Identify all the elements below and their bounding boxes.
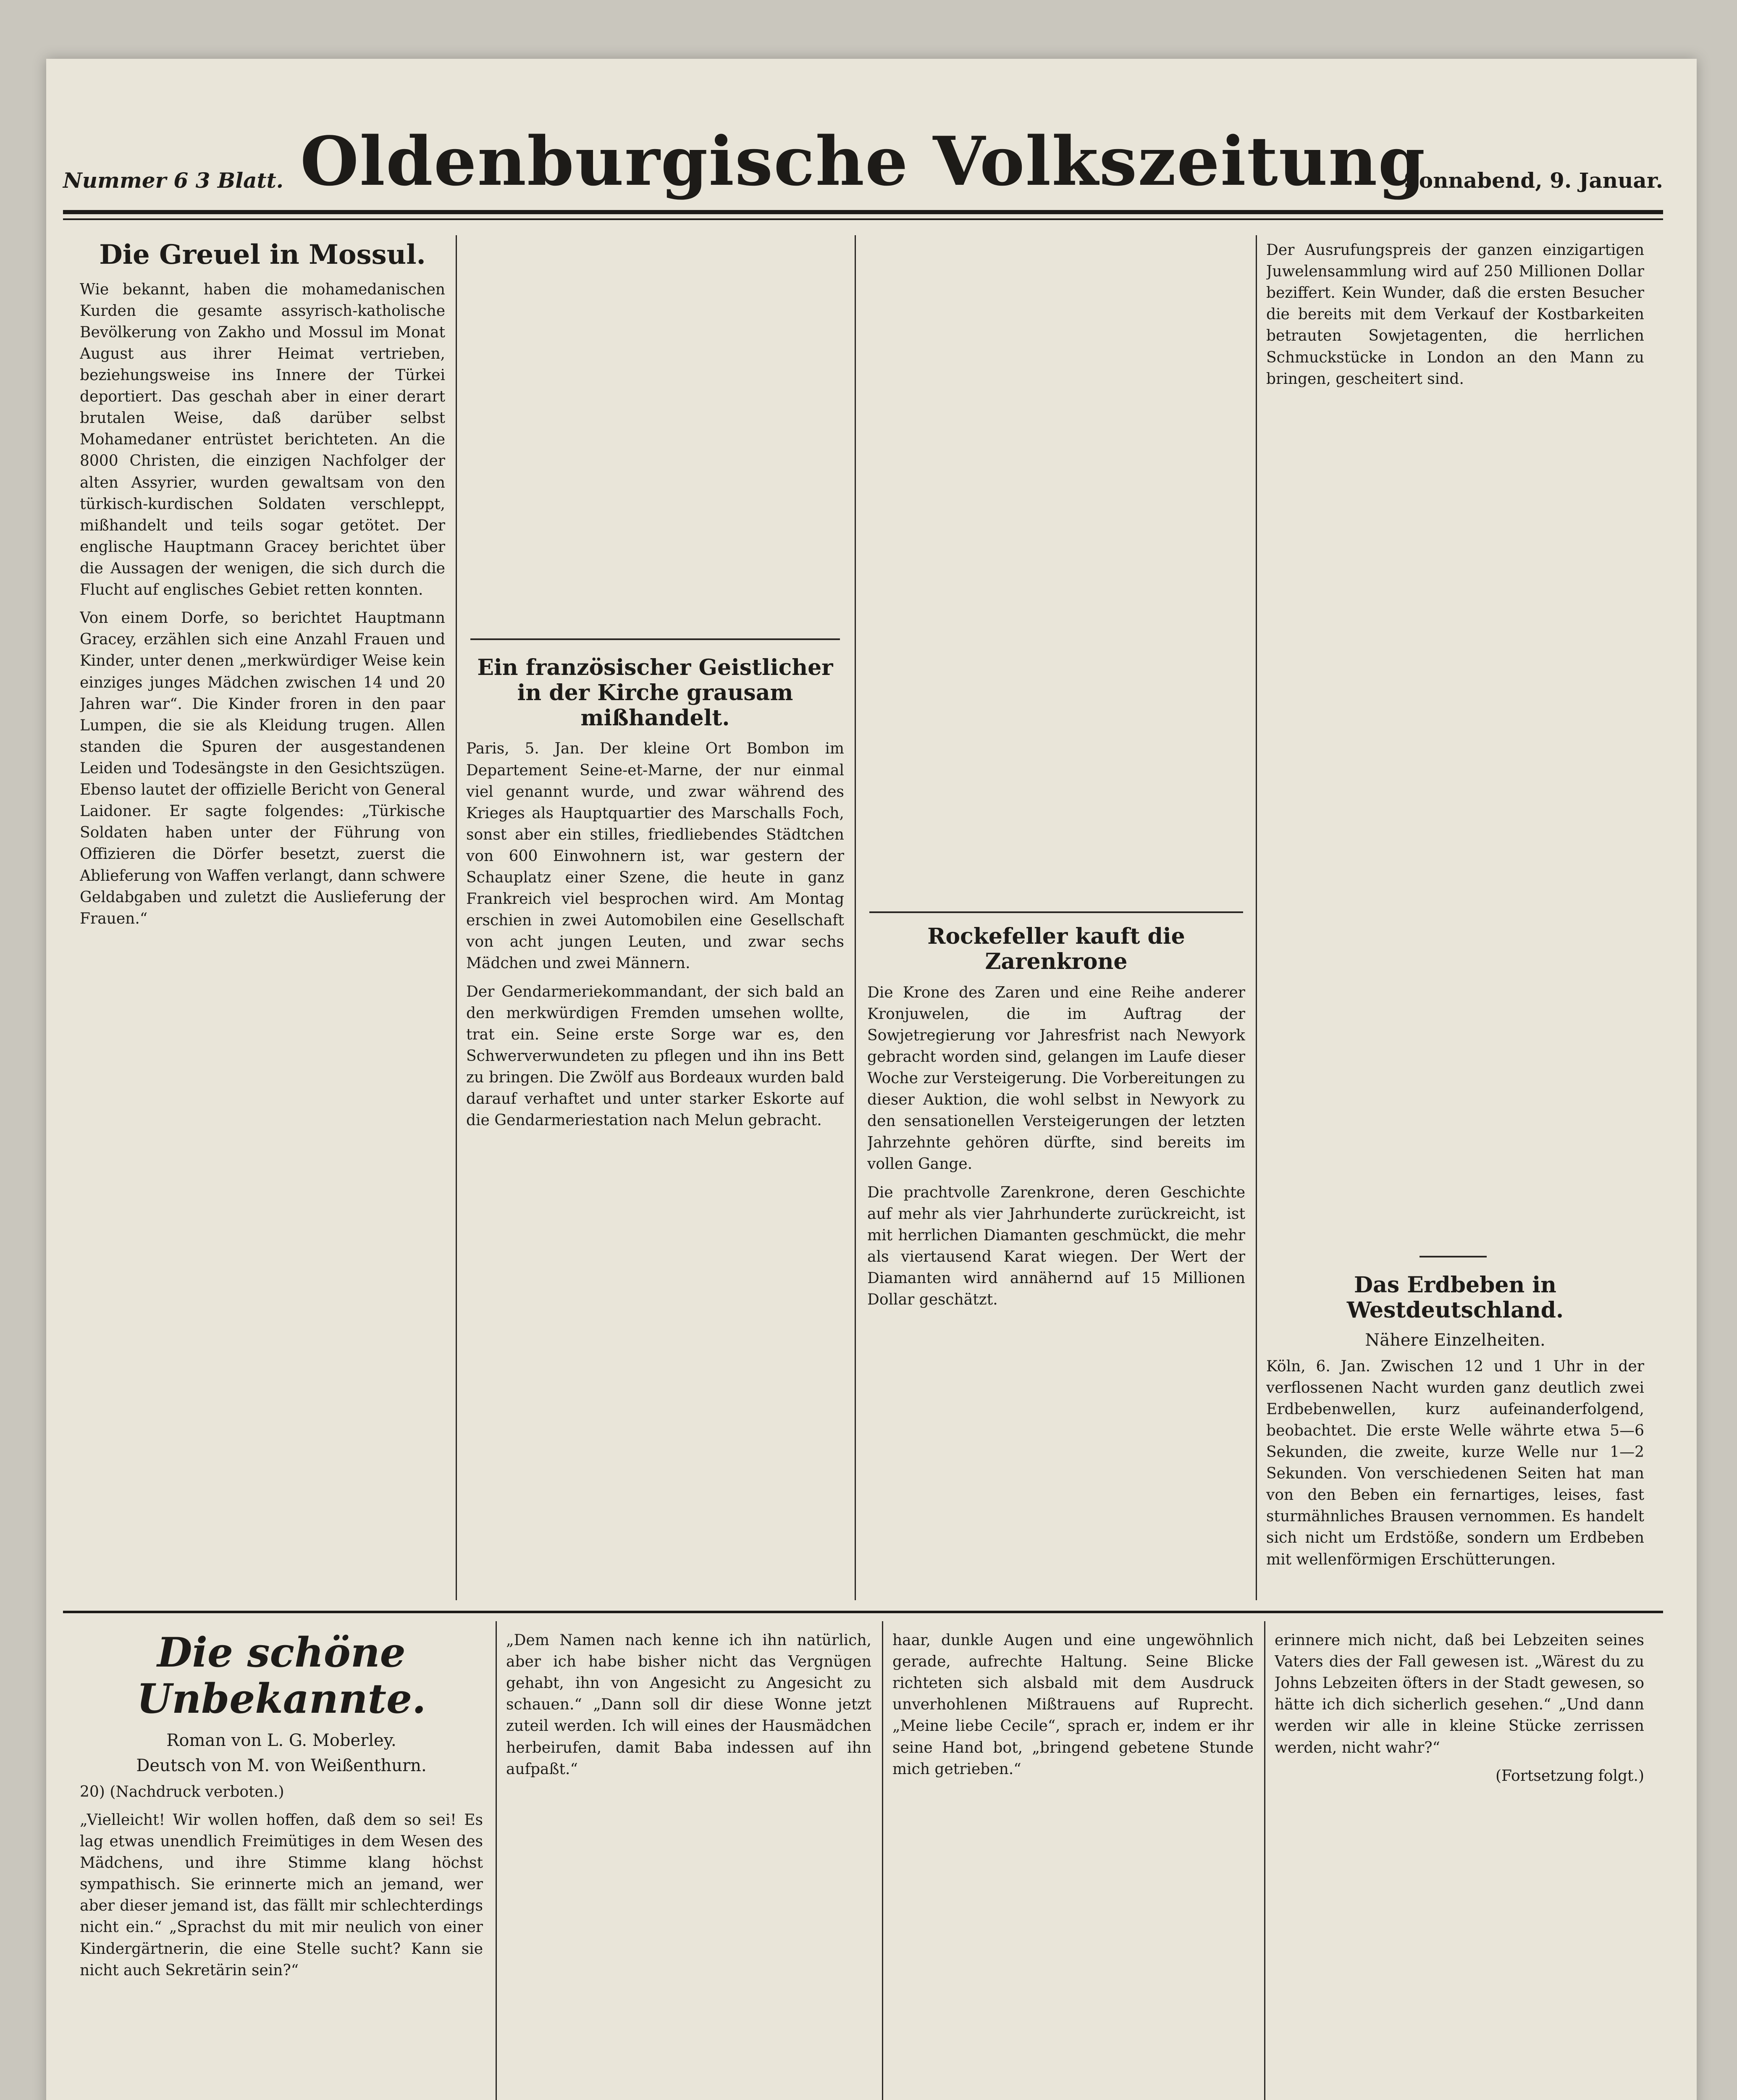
article-title: Die Greuel in Mossul. (99, 239, 426, 270)
serial-paragraph: „Dem Namen nach kenne ich ihn natürlich, aber ich habe bisher nicht das Vergnügen gehabt, ihn von Angesicht zu Angesicht zu schauen.“ „Dann soll dir diese Wonne jetzt zuteil werden. Ich will eines der Hausmädchen herbeirufen, damit Baba indessen auf ihn aufpaßt.“ (506, 1632, 871, 1778)
serial-col-3 (892, 1630, 1254, 2100)
masthead-rule-thin (63, 218, 1663, 220)
article-rockefeller-cont (1266, 239, 1644, 1247)
article-greuel (80, 239, 445, 1600)
serial-byline: Roman von L. G. Moberley. (166, 1730, 396, 1750)
article-paragraph: Köln, 6. Jan. Zwischen 12 und 1 Uhr in der verflossenen Nacht wurden ganz deutlich zwei Erdbebenwellen, kurz aufeinanderfolgend, beobachtet. Die erste Welle währte etwa 5—6 Sekunden, die zweite, kurze Welle nur 1—2 Sekunden. Von verschiedenen Seiten hat man von den Beben ein fernartiges, leises, fast sturmähnliches Brausen vernommen. Es handelt sich nicht um Erdstöße, sondern um Erdbeben mit wellenförmigen Erschütterungen. (1266, 1357, 1644, 1568)
article-paragraph: Paris, 5. Jan. Der kleine Ort Bombon im Departement Seine-et-Marne, der nur einmal viel genannt wurde, und zwar während des Krieges als Hauptquartier des Marschalls Foch, sonst aber ein stilles, friedliebendes Städtchen von 600 Einwohnern ist, war gestern der Schauplatz einer Szene, die heute in ganz Frankreich viel besprochen wird. Am Montag erschien in zwei Automobilen eine Gesellschaft von acht jungen Leuten, und zwar sechs Mädchen und zwei Männern. (466, 740, 844, 972)
serial-col-1 (80, 1630, 483, 2100)
column-divider (496, 1621, 497, 2100)
serial-continued: (Fortsetzung folgt.) (1496, 1767, 1644, 1785)
article-paragraph: Die prachtvolle Zarenkrone, deren Geschichte auf mehr als vier Jahrhunderte zurückreicht, ist mit herrlichen Diamanten geschmückt, die mehr als viertausend Karat wiegen. Der Wert der Diamanten wird annähernd auf 15 Millionen Dollar geschätzt. (867, 1184, 1245, 1309)
serial-translator: Deutsch von M. von Weißenthurn. (136, 1756, 427, 1775)
article-paragraph: Der Gendarmeriekommandant, der sich bald an den merkwürdigen Fremden umsehen wollte, trat ein. Seine erste Sorge war es, den Schwerverwundeten zu pflegen und ihn ins Bett zu bringen. Die Zwölf aus Bordeaux wurden bald darauf verhaftet und unter starker Eskorte auf die Gendarmeriestation nach Melun gebracht. (466, 983, 844, 1129)
serial-col-4 (1275, 1630, 1644, 2100)
column-divider (1264, 1621, 1265, 2100)
article-divider (470, 638, 840, 640)
article-title: Ein französischer Geistlicher in der Kirche grausam mißhandelt. (477, 655, 833, 731)
column-divider (1256, 235, 1257, 1600)
issue-date: Sonnabend, 9. Januar. (1404, 168, 1663, 193)
column-divider (882, 1621, 883, 2100)
article-erdbeben (1266, 1273, 1644, 1600)
article-rockefeller (867, 924, 1245, 1596)
article-paragraph: Von einem Dorfe, so berichtet Hauptmann Gracey, erzählen sich eine Anzahl Frauen und Kinder, unter denen „merkwürdiger Weise kein einziges junges Mädchen zwischen 14 und 20 Jahren war“. Die Kinder froren in den paar Lumpen, die sie als Kleidung trugen. Allen standen die Spuren der ausgestandenen Leiden und Todesängste in den Gesichtszügen. Ebenso lautet der offizielle Bericht von General Laidoner. Er sagte folgendes: „Türkische Soldaten haben unter der Führung von Offizieren die Dörfer besetzt, zuerst die Ablieferung von Waffen verlangt, dann schwere Geldabgaben und zuletzt die Auslieferung der Frauen.“ (80, 609, 445, 927)
article-paragraph: Wie bekannt, haben die mohamedanischen Kurden die gesamte assyrisch-katholische Bevölkerung von Zakho und Mossul im Monat August aus ihrer Heimat vertrieben, beziehungsweise ins Innere der Türkei deportiert. Das geschah aber in einer derart brutalen Weise, daß darüber selbst Mohamedaner entrüstet berichteten. An die 8000 Christen, die einzigen Nachfolger der alten Assyrier, wurden gewaltsam von den türkisch-kurdischen Soldaten verschleppt, mißhandelt und teils sogar getötet. Der englische Hauptmann Gracey berichtet über die Aussagen der wenigen, die sich durch die Flucht auf englisches Gebiet retten konnten. (80, 281, 445, 599)
serial-paragraph: erinnere mich nicht, daß bei Lebzeiten seines Vaters dies der Fall gewesen ist. „Wärest du zu Johns Lebzeiten öfters in der Stadt gewesen, so hätte ich dich sicherlich gesehen.“ „Und dann werden wir alle in kleine Stücke zerrissen werden, nicht wahr?“ (1275, 1632, 1644, 1756)
serial-paragraph: haar, dunkle Augen und eine ungewöhnlich gerade, aufrechte Haltung. Seine Blicke richteten sich alsbald mit dem Ausdruck unverhohlenen Mißtrauens auf Ruprecht. „Meine liebe Cecile“, sprach er, indem er ihr seine Hand bot, „bringend gebetene Stunde mich getrieben.“ (892, 1632, 1254, 1778)
serial-title: Die schöne Unbekannte. (136, 1630, 426, 1723)
article-paragraph: Die Krone des Zaren und eine Reihe anderer Kronjuwelen, die im Auftrag der Sowjetregierung vor Jahresfrist nach Newyork gebracht worden sind, gelangen im Laufe dieser Woche zur Versteigerung. Die Vorbereitungen zu dieser Auktion, die wohl selbst in Newyork zu den sensationellen Versteigerungen der letzten Jahrzehnte gehören dürfte, sind bereits im vollen Gange. (867, 984, 1245, 1173)
article-geistlicher (466, 655, 844, 1600)
article-title: Rockefeller kauft die Zarenkrone (927, 924, 1185, 974)
serial-col-2 (506, 1630, 871, 2100)
serial-chapter (80, 1781, 483, 1803)
article-divider (869, 911, 1243, 913)
issue-number: Nummer 6 3 Blatt. (63, 168, 284, 193)
article-paragraph: Der Ausrufungspreis der ganzen einzigartigen Juwelensammlung wird auf 250 Millionen Dollar beziffert. Kein Wunder, daß die ersten Besucher die bereits mit dem Verkauf der Kostbarkeiten betrauten Sowjetagenten, die herrlichen Schmuckstücke in London an den Mann zu bringen, gescheitert sind. (1266, 242, 1644, 388)
article-subtitle: Nähere Einzelheiten. (1365, 1330, 1545, 1350)
article-title: Das Erdbeben in Westdeutschland. (1346, 1273, 1564, 1323)
column-divider (456, 235, 457, 1600)
article-divider (1420, 1256, 1487, 1257)
serial-chapter-number: 20) (80, 1783, 105, 1801)
newspaper-title: Oldenburgische Volkszeitung (300, 122, 1426, 201)
serial-paragraph: „Vielleicht! Wir wollen hoffen, daß dem so sei! Es lag etwas unendlich Freimütiges in dem Wesen des Mädchens, und ihre Stimme klang höchst sympathisch. Sie erinnerte mich an jemand, wer aber dieser jemand ist, das fällt mir schlechterdings nicht ein.“ „Sprachst du mit mir neulich von einer Kindergärtnerin, die eine Stelle sucht? Kann sie nicht auch Sekretärin sein?“ (80, 1811, 483, 1979)
column-divider (855, 235, 856, 1600)
feuilleton-rule (63, 1611, 1663, 1613)
masthead-rule (63, 210, 1663, 214)
masthead (63, 97, 1663, 201)
serial-note: (Nachdruck verboten.) (110, 1783, 284, 1801)
